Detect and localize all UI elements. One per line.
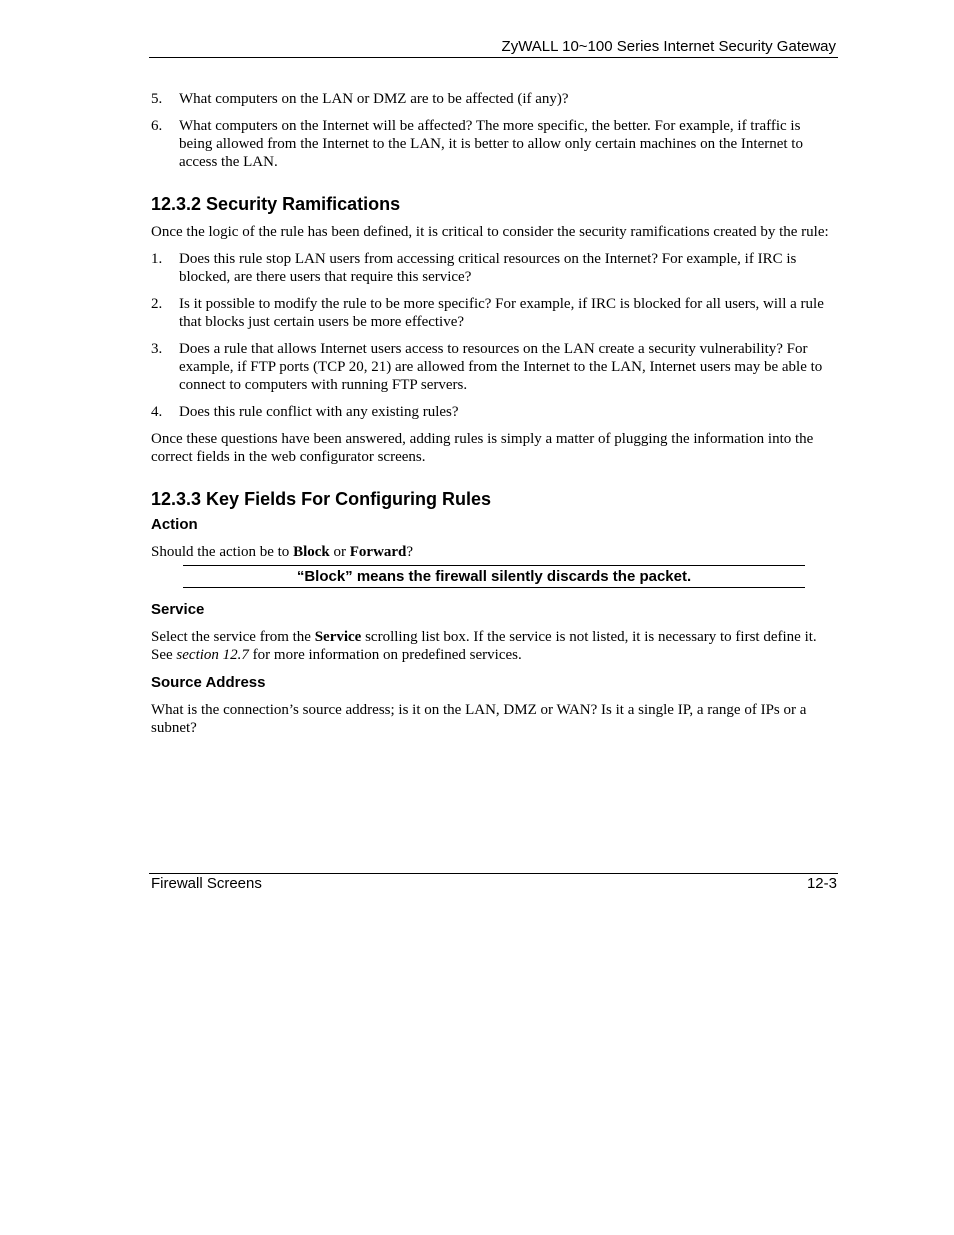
list-text: What computers on the Internet will be affected? The more specific, the better. For example, if traffic is being allowed from the Internet to the LAN, it is better to allow only certain machines on the Internet to access the LAN. <box>179 118 803 170</box>
list-text: Is it possible to modify the rule to be more specific? For example, if IRC is blocked for all users, will a rule that blocks just certain users be more effective? <box>179 296 824 330</box>
section-closing: Once these questions have been answered, adding rules is simply a matter of plugging the information into the correct fields in the web configurator screens. <box>151 431 814 465</box>
subheading-source-address: Source Address <box>151 674 266 691</box>
list-number: 5. <box>151 91 163 107</box>
section-reference: section 12.7 <box>176 647 249 663</box>
section-intro: Once the logic of the rule has been defined, it is critical to consider the security ramifications created by the rule: <box>151 224 829 240</box>
list-item <box>151 117 837 171</box>
service-text-mid: scrolling list box. If the service is not listed, it is necessary to first define it. See <box>151 629 817 663</box>
list-number: 2. <box>151 296 163 312</box>
list-item <box>151 340 837 394</box>
list-item <box>151 295 837 331</box>
service-paragraph <box>151 628 837 664</box>
service-term: Service <box>314 629 362 645</box>
list-item <box>151 403 837 421</box>
note-box: “Block” means the firewall silently discards the packet. <box>183 565 805 588</box>
action-text-before: Should the action be to <box>151 544 294 560</box>
action-text-mid: or <box>329 544 350 560</box>
footer-rule <box>149 873 838 874</box>
list-number: 4. <box>151 404 163 420</box>
subheading-service: Service <box>151 601 205 618</box>
action-block-term: Block <box>293 544 330 560</box>
service-text-before: Select the service from the <box>151 629 315 645</box>
action-paragraph <box>151 543 837 561</box>
subheading-action: Action <box>151 516 198 533</box>
list-number: 1. <box>151 251 163 267</box>
list-number: 6. <box>151 118 163 134</box>
list-text: Does this rule stop LAN users from accessing critical resources on the Internet? For example, if IRC is blocked, are there users that require this service? <box>179 251 797 285</box>
page-body <box>151 90 837 737</box>
list-text: Does a rule that allows Internet users access to resources on the LAN create a security vulnerability? For example, if FTP ports (TCP 20, 21) are allowed from the Internet to the LAN, Internet users may be able to connect to computers with running FTP servers. <box>179 341 823 393</box>
list-number: 3. <box>151 341 163 357</box>
source-address-paragraph: What is the connection’s source address; is it on the LAN, DMZ or WAN? Is it a single IP, a range of IPs or a subnet? <box>151 702 807 736</box>
action-forward-term: Forward <box>349 544 407 560</box>
list-item <box>151 90 837 108</box>
footer-chapter: Firewall Screens <box>151 875 262 892</box>
list-item <box>151 250 837 286</box>
section-heading-security-ramifications: 12.3.2 Security Ramifications <box>151 194 401 214</box>
page-number: 12-3 <box>806 875 837 892</box>
list-text: What computers on the LAN or DMZ are to be affected (if any)? <box>179 91 569 107</box>
section-heading-key-fields: 12.3.3 Key Fields For Configuring Rules <box>151 489 492 509</box>
running-header: ZyWALL 10~100 Series Internet Security Gateway <box>501 38 836 55</box>
list-text: Does this rule conflict with any existing rules? <box>179 404 459 420</box>
action-text-after: ? <box>406 544 414 560</box>
service-text-after: for more information on predefined services. <box>248 647 522 663</box>
header-rule <box>149 57 838 58</box>
